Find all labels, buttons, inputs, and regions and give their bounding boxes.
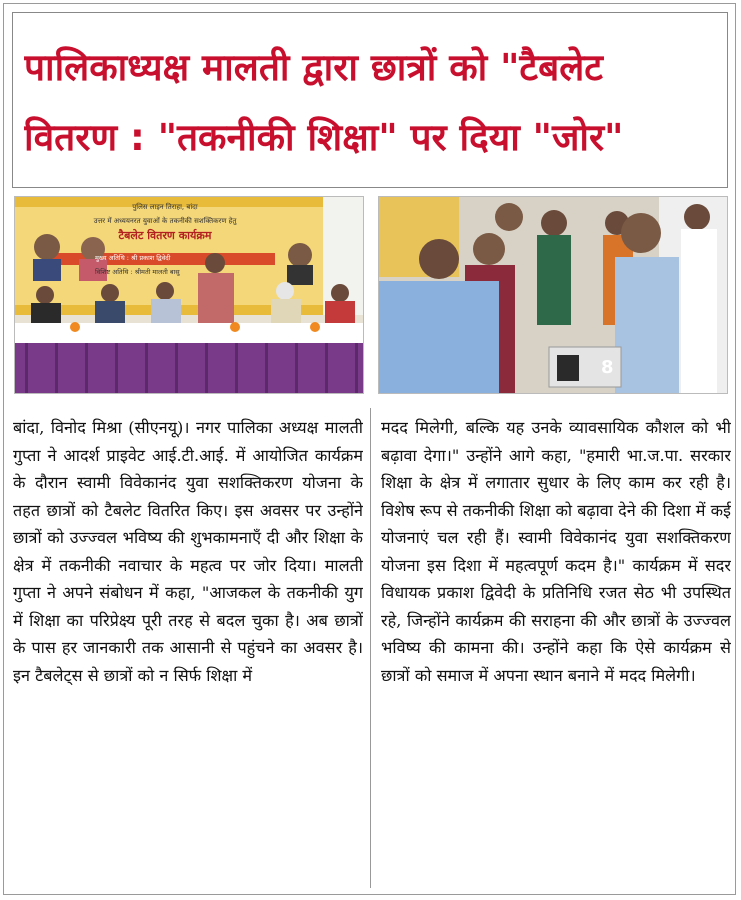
banner-chief-guest: मुख्य अतिथि : श्री प्रकाश द्विवेदी <box>95 254 171 262</box>
article-text-col2: मदद मिलेगी, बल्कि यह उनके व्यावसायिक कौशल को भी बढ़ावा देगा।" उन्होंने आगे कहा, "हमारी भा.ज.पा. सरकार शिक्षा के क्षेत्र में लगातार सुधार के लिए काम कर रही है। विशेष रूप से तकनीकी शिक्षा को बढ़ावा देने की दिशा में कई योजनाएं चल रही हैं। स्वामी विवेकानंद युवा सशक्तिकरण योजना इस दिशा में महत्वपूर्ण कदम है।" कार्यक्रम में सदर विधायक प्रकाश द्विवेदी के प्रतिनिधि रजत सेठ भी उपस्थित रहे, जिन्होंने कार्यक्रम की सराहना की और छात्रों के उज्ज्वल भविष्य की कामना की। उन्होंने कहा कि ऐसे कार्यक्रम से छात्रों को समाज में अपना स्थान बनाने में मदद मिलेगी। <box>381 418 731 685</box>
headline-line-2: वितरण : "तकनीकी शिक्षा" पर दिया "जोर" <box>24 116 624 159</box>
event-stage-illustration <box>15 197 364 394</box>
tablet-box-label: 8 <box>601 357 614 378</box>
banner-sub-text: उत्तर में अध्ययनरत युवाओं के तकनीकी सशक्तिकरण हेतु <box>93 217 237 225</box>
banner-top-text: पुलिस लाइन तिराहा, बांदा <box>132 203 198 211</box>
event-stage-photo <box>14 196 364 394</box>
article-column-2 <box>381 414 731 888</box>
banner-title: टैबलेट वितरण कार्यक्रम <box>118 229 212 242</box>
headline-line-1: पालिकाध्यक्ष मालती द्वारा छात्रों को "टैबलेट <box>24 46 603 89</box>
article-column-1 <box>13 414 363 888</box>
banner-special-guest: विशिष्ट अतिथि : श्रीमती मालती बासु <box>95 268 180 276</box>
tablet-handover-photo <box>378 196 728 394</box>
column-divider <box>370 408 371 888</box>
article-text-col1: बांदा, विनोद मिश्रा (सीएनयू)। नगर पालिका अध्यक्ष मालती गुप्ता ने आदर्श प्राइवेट आई.टी.आई. में आयोजित कार्यक्रम के दौरान स्वामी विवेकानंद युवा सशक्तिकरण योजना के तहत छात्रों को टैबलेट वितरित किए। इस अवसर पर उन्होंने छात्रों को उज्ज्वल भविष्य की शुभकामनाएँ दी और शिक्षा के क्षेत्र में तकनीकी नवाचार के महत्व पर जोर दिया। मालती गुप्ता ने अपने संबोधन में कहा, "आजकल के तकनीकी युग में शिक्षा का परिप्रेक्ष्य पूरी तरह से बदल चुका है। अब छात्रों के पास हर जानकारी तक आसानी से पहुंचने का अवसर है। इन टैबलेट्स से छात्रों को न सिर्फ शिक्षा में <box>13 418 363 685</box>
tablet-handover-illustration <box>379 197 728 394</box>
